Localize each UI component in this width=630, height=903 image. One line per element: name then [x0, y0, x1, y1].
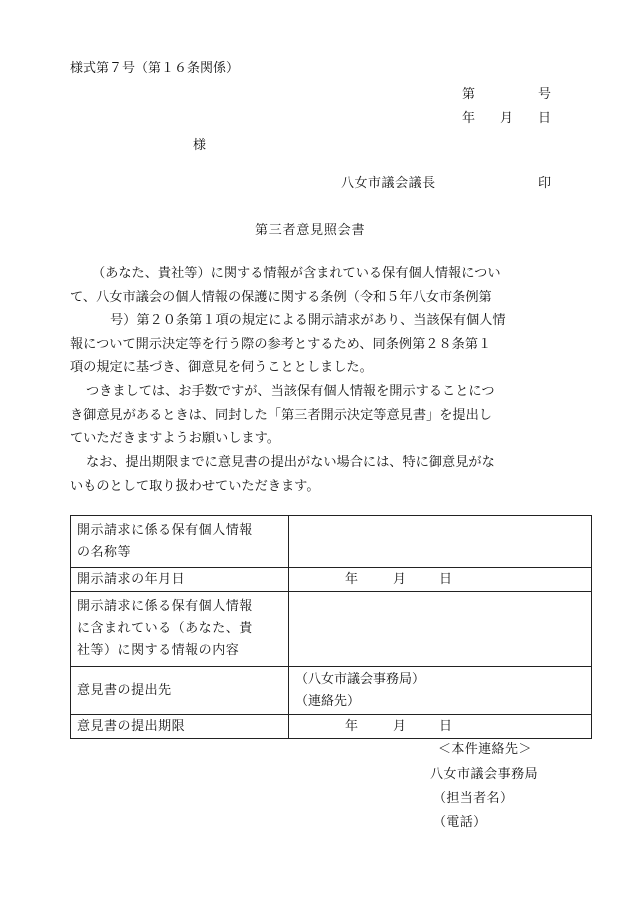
- table-row: [71, 516, 592, 568]
- label-submission-destination: 意見書の提出先: [71, 667, 289, 715]
- request-info-table: [70, 515, 592, 739]
- body-paragraph-2: [70, 380, 570, 451]
- label-info-content: 開示請求に係る保有個人情報 に含まれている（あなた、貴 社等）に関する情報の内容: [71, 592, 289, 667]
- paragraph-1-line-5: 項の規定に基づき、御意見を伺うこととしました。: [70, 360, 373, 376]
- contact-person: （担当者名）: [433, 791, 514, 806]
- destination-office: （八女市議会事務局）: [295, 671, 426, 687]
- label-info-name: 開示請求に係る保有個人情報 の名称等: [71, 516, 289, 568]
- contact-phone: （電話）: [433, 815, 487, 830]
- form-number: 様式第７号（第１６条関係）: [70, 61, 240, 76]
- paragraph-1-line-2: て、八女市議会の個人情報の保護に関する条例（令和５年八女市条例第: [70, 289, 492, 305]
- sender-title: 八女市議会議長: [341, 176, 436, 191]
- value-submission-destination: [289, 667, 592, 715]
- addressee-honorific: 様: [193, 138, 207, 153]
- date-year: 年: [462, 111, 476, 126]
- body-paragraph-3: [70, 451, 570, 498]
- contact-office: 八女市議会事務局: [430, 767, 539, 782]
- date-day: 日: [538, 111, 552, 126]
- table-row: [71, 667, 592, 715]
- document-title: 第三者意見照会書: [255, 223, 366, 238]
- paragraph-3-line-1: なお、提出期限までに意見書の提出がない場合には、特に御意見がな: [86, 455, 495, 470]
- contact-heading: ＜本件連絡先＞: [438, 742, 532, 757]
- deadline-day: 日: [439, 718, 453, 734]
- paragraph-2-line-2: き御意見があるときは、同封した「第三者開示決定等意見書」を提出し: [70, 407, 492, 423]
- deadline-month: 月: [393, 718, 407, 734]
- table-row: [71, 568, 592, 592]
- value-info-name: [289, 516, 592, 568]
- value-submission-deadline: [289, 715, 592, 739]
- request-date-day: 日: [439, 571, 453, 587]
- seal-mark: 印: [538, 176, 552, 191]
- table-row: [71, 592, 592, 667]
- paragraph-1-line-3: 号）第２０条第１項の規定による開示請求があり、当該保有個人情: [110, 313, 506, 329]
- label-submission-deadline: 意見書の提出期限: [71, 715, 289, 739]
- document-number-prefix: 第: [462, 87, 476, 102]
- request-date-month: 月: [393, 571, 407, 587]
- value-request-date: [289, 568, 592, 592]
- paragraph-1-line-4: 報について開示決定等を行う際の参考とするため、同条例第２８条第１: [70, 336, 492, 352]
- paragraph-2-line-1: つきましては、お手数ですが、当該保有個人情報を開示することにつ: [86, 384, 495, 399]
- value-info-content: [289, 592, 592, 667]
- request-date-year: 年: [345, 571, 359, 587]
- deadline-year: 年: [345, 718, 359, 734]
- document-number-suffix: 号: [538, 87, 552, 102]
- paragraph-2-line-3: ていただきますようお願いします。: [70, 431, 280, 447]
- paragraph-3-line-2: いものとして取り扱わせていただきます。: [70, 478, 320, 494]
- label-request-date: 開示請求の年月日: [71, 568, 289, 592]
- table-row: [71, 715, 592, 739]
- paragraph-1-line-1: （あなた、貴社等）に関する情報が含まれている保有個人情報につい: [92, 266, 501, 281]
- destination-contact: （連絡先）: [295, 693, 361, 709]
- date-month: 月: [500, 111, 514, 126]
- body-paragraph-1: [70, 262, 570, 380]
